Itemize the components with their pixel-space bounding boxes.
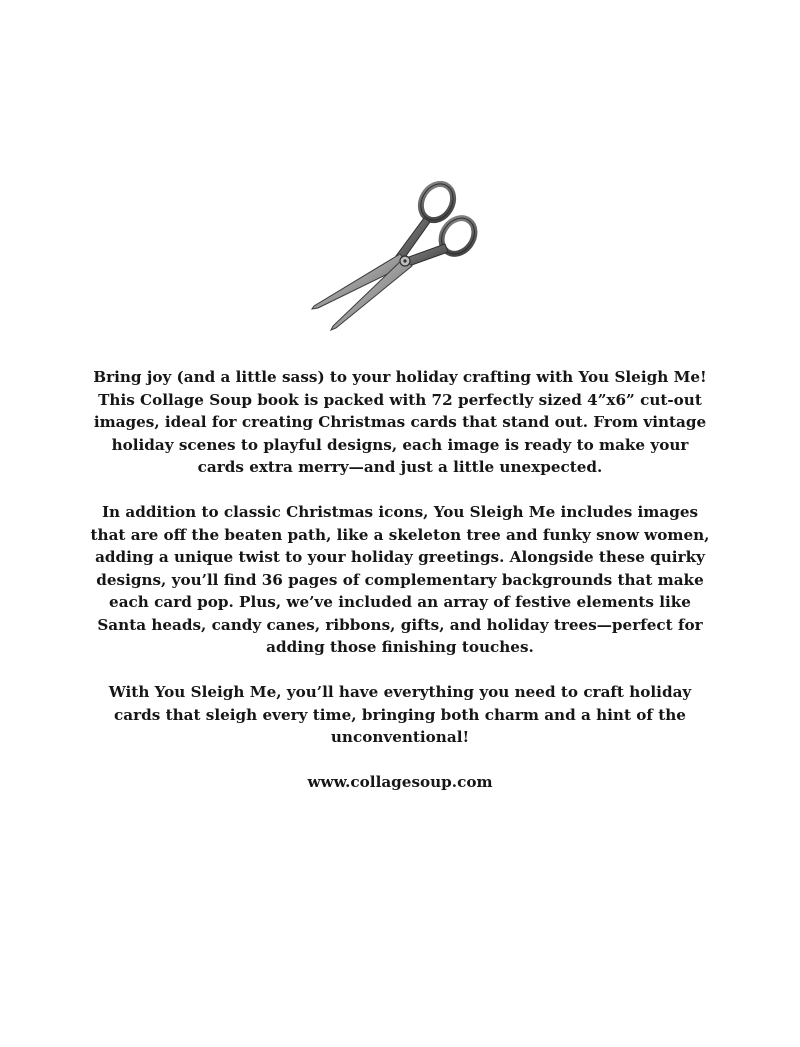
- description-paragraph-3: With You Sleigh Me, you’ll have everything you need to craft holiday cards that sleigh every time, bringing both charm and a hint of the unconventional!: [108, 683, 692, 746]
- scissors-icon: [300, 178, 490, 338]
- description-paragraph-1: Bring joy (and a little sass) to your holiday crafting with You Sleigh Me! This Collage Soup book is packed with 72 perfectly sized 4”x6” cut-out images, ideal for creating Christmas cards that stand out. From vintage holiday scenes to playful designs, each image is ready to make your cards extra merry—and just a little unexpected.: [93, 368, 707, 476]
- scissors-illustration: [300, 178, 490, 338]
- description-text-block: [90, 366, 710, 816]
- website-url: www.collagesoup.com: [307, 773, 493, 791]
- description-paragraph-2: In addition to classic Christmas icons, You Sleigh Me includes images that are off the beaten path, like a skeleton tree and funky snow women, adding a unique twist to your holiday greetings. Alongside these quirky designs, you’ll find 36 pages of complementary backgrounds that make each card pop. Plus, we’ve included an array of festive elements like Santa heads, candy canes, ribbons, gifts, and holiday trees—perfect for adding those finishing touches.: [90, 503, 710, 656]
